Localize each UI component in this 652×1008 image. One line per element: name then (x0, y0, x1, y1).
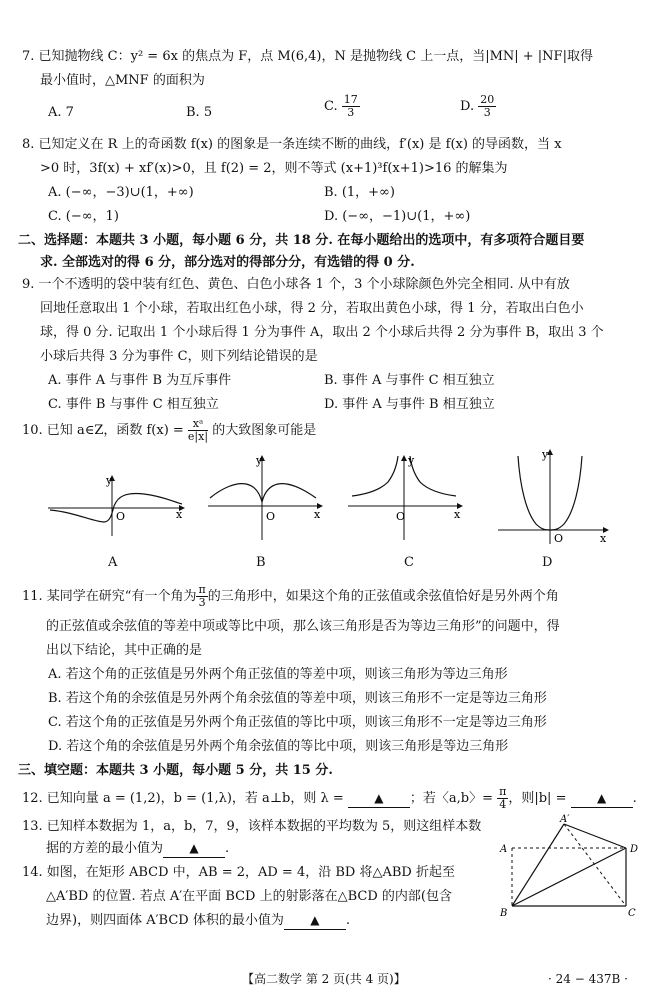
q11-option-c: C. 若这个角的正弦值是另外两个角正弦值的等比中项，则该三角形不一定是等边三角形 (48, 715, 547, 730)
q13-line1: 13. 已知样本数据为 1，a，b，7，9，该样本数据的平均数为 5，则这组样本数 (22, 819, 482, 834)
fraction-numerator: 20 (480, 93, 495, 106)
q14-line3 (46, 910, 350, 932)
fraction-numerator: xᵃ (188, 418, 208, 431)
fraction-denominator: 4 (499, 798, 507, 811)
q10-label-a: A (108, 555, 118, 570)
section2-line1: 二、选择题：本题共 3 小题，每小题 6 分，共 18 分. 在每小题给出的选项中，有多项符合题目要 (18, 233, 585, 248)
q9-option-a: A. 事件 A 与事件 B 为互斥事件 (48, 373, 232, 388)
label-a: A (500, 844, 508, 855)
q8-option-d: D. (−∞，−1)∪(1，+∞) (324, 209, 471, 224)
origin-label: O (554, 532, 564, 545)
q12-part1: 12. 已知向量 a = (1,2)，b = (1,λ)，若 a⊥b，则 λ = (22, 791, 348, 806)
q11-line1 (22, 584, 559, 609)
q9-option-c: C. 事件 B 与事件 C 相互独立 (48, 397, 219, 412)
q10-suffix: 的大致图象可能是 (208, 423, 317, 438)
curve (210, 484, 316, 502)
q14-answer-blank (284, 912, 346, 930)
x-label: x (600, 532, 607, 545)
origin-label: O (396, 510, 406, 523)
edge-bd (512, 848, 626, 906)
footer-page-info: 【高二数学 第 2 页(共 4 页)】 (242, 972, 406, 986)
curve-left (352, 456, 398, 496)
q9-line3: 球，得 0 分. 记取出 1 个小球后得 1 分为事件 A，取出 2 个小球后共得 2 分为事件 B，取出 3 个 (40, 325, 604, 340)
q11-option-a: A. 若这个角的正弦值是另外两个角正弦值的等差中项，则该三角形为等边三角形 (48, 667, 508, 682)
label-c: C (628, 908, 636, 918)
q11-line3: 出以下结论，其中正确的是 (46, 643, 203, 658)
q7-option-d-prefix: D. (460, 99, 475, 114)
answer-marker: ▲ (596, 791, 607, 805)
y-label: y (408, 454, 415, 467)
q7-option-c (324, 94, 360, 119)
q10-graph-c (344, 452, 466, 542)
q10-label-c: C (404, 555, 414, 570)
origin-label: O (116, 510, 126, 523)
q13-line2-text: 据的方差的最小值为 (46, 841, 164, 856)
curve-right (410, 456, 456, 496)
q13-end: . (225, 841, 230, 856)
q12-end: . (632, 791, 637, 806)
q14-figure (494, 814, 644, 918)
q11-option-b: B. 若这个角的余弦值是另外两个角余弦值的等差中项，则该三角形不一定是等边三角形 (48, 691, 547, 706)
fraction-denominator: e|x| (187, 430, 209, 443)
q9-line2: 回地任意取出 1 个小球，若取出红色小球，得 2 分，若取出黄色小球，得 1 分，若取出白色小 (40, 301, 584, 316)
q8-option-c: C. (−∞，1) (48, 209, 119, 224)
q7-option-d (460, 94, 496, 119)
fraction-denominator: 3 (483, 106, 491, 119)
origin-label: O (266, 510, 276, 523)
fraction-numerator: π (499, 785, 507, 798)
q14-line1: 14. 如图，在矩形 ABCD 中，AB = 2，AD = 4，沿 BD 将△ABD 折起至 (22, 865, 455, 880)
q12-answer-blank-2 (571, 790, 633, 808)
fraction-denominator: 3 (198, 596, 206, 609)
q11-line2: 的正弦值或余弦值的等差中项或等比中项，那么该三角形是否为等边三角形”的问题中，得 (46, 619, 560, 634)
x-label: x (314, 508, 321, 521)
answer-marker: ▲ (310, 913, 320, 927)
q11-angle-fraction (196, 584, 207, 609)
section2-line2: 求. 全部选对的得 6 分，部分选对的得部分分，有选错的得 0 分. (40, 255, 415, 270)
q14-line3-text: 边界)，则四面体 A′BCD 体积的最小值为 (46, 913, 284, 928)
q12-angle-fraction (497, 786, 508, 811)
edge-a-prime-d (564, 824, 626, 848)
q7-option-c-fraction (342, 94, 360, 119)
q11-option-d: D. 若这个角的余弦值是另外两个角余弦值的等比中项，则该三角形是等边三角形 (48, 739, 509, 754)
q13-answer-blank (163, 840, 225, 858)
q8-line1: 8. 已知定义在 R 上的奇函数 f(x) 的图象是一条连续不断的曲线，f′(x) 是 f(x) 的导函数，当 x (22, 137, 562, 152)
fraction-numerator: 17 (343, 93, 358, 106)
fraction-numerator: π (198, 583, 206, 596)
q14-end: . (345, 913, 350, 928)
q7-line1: 7. 已知抛物线 C：y² = 6x 的焦点为 F，点 M(6,4)，N 是抛物线 C 上一点，当|MN| + |NF|取得 (22, 49, 593, 64)
answer-marker: ▲ (374, 791, 384, 805)
q8-line2: >0 时，3f(x) + xf′(x)>0，且 f(2) = 2，则不等式 (x+1)³f(x+1)>16 的解集为 (40, 161, 508, 176)
q9-option-b: B. 事件 A 与事件 C 相互独立 (324, 373, 495, 388)
q9-line1: 9. 一个不透明的袋中装有红色、黄色、白色小球各 1 个，3 个小球除颜色外完全相同. 从中有放 (22, 277, 570, 292)
q7-option-d-fraction (478, 94, 496, 119)
q10-function-fraction (188, 418, 208, 443)
q7-line2: 最小值时，△MNF 的面积为 (40, 73, 205, 88)
y-label: y (106, 474, 113, 487)
q12-answer-blank-1 (348, 790, 410, 808)
q8-option-a: A. (−∞，−3)∪(1，+∞) (48, 185, 194, 200)
answer-marker: ▲ (189, 841, 199, 855)
label-b: B (500, 908, 508, 918)
y-label: y (542, 448, 549, 461)
q10-graph-b (206, 452, 326, 542)
q12-part2: ；若〈a,b〉= (409, 791, 498, 806)
q11-line1-prefix: 11. 某同学在研究“有一个角为 (22, 589, 197, 604)
label-d: D (630, 844, 639, 855)
footer-code: · 24 − 437B · (548, 972, 628, 986)
q12-line (22, 786, 637, 811)
fraction-denominator: 3 (347, 106, 355, 119)
q7-option-a: A. 7 (48, 105, 74, 120)
section3-heading: 三、填空题：本题共 3 小题，每小题 5 分，共 15 分. (18, 763, 333, 778)
q10-graph-a (44, 470, 190, 540)
q7-option-c-prefix: C. (324, 99, 338, 114)
q13-line2 (46, 838, 229, 860)
edge-a-prime-b (512, 824, 564, 906)
q10-graph-d (494, 446, 612, 546)
q11-line1-suffix: 的三角形中，如果这个角的正弦值或余弦值恰好是另外两个角 (207, 589, 559, 604)
q10-stem (22, 418, 316, 443)
q9-option-d: D. 事件 A 与事件 B 相互独立 (324, 397, 495, 412)
q10-label-b: B (256, 555, 266, 570)
q12-part3: ，则|b| = (508, 791, 571, 806)
q10-prefix: 10. 已知 a∈Z，函数 f(x) = (22, 423, 188, 438)
x-label: x (176, 508, 183, 521)
y-label: y (256, 454, 263, 467)
q14-line2: △A′BD 的位置. 若点 A′在平面 BCD 上的射影落在△BCD 的内部(包含 (46, 889, 452, 904)
label-a-prime: A′ (560, 814, 570, 825)
q9-line4: 小球后共得 3 分为事件 C，则下列结论错误的是 (40, 349, 318, 364)
x-label: x (454, 508, 461, 521)
q8-option-b: B. (1，+∞) (324, 185, 395, 200)
q10-label-d: D (542, 555, 553, 570)
q7-option-b: B. 5 (186, 105, 213, 120)
